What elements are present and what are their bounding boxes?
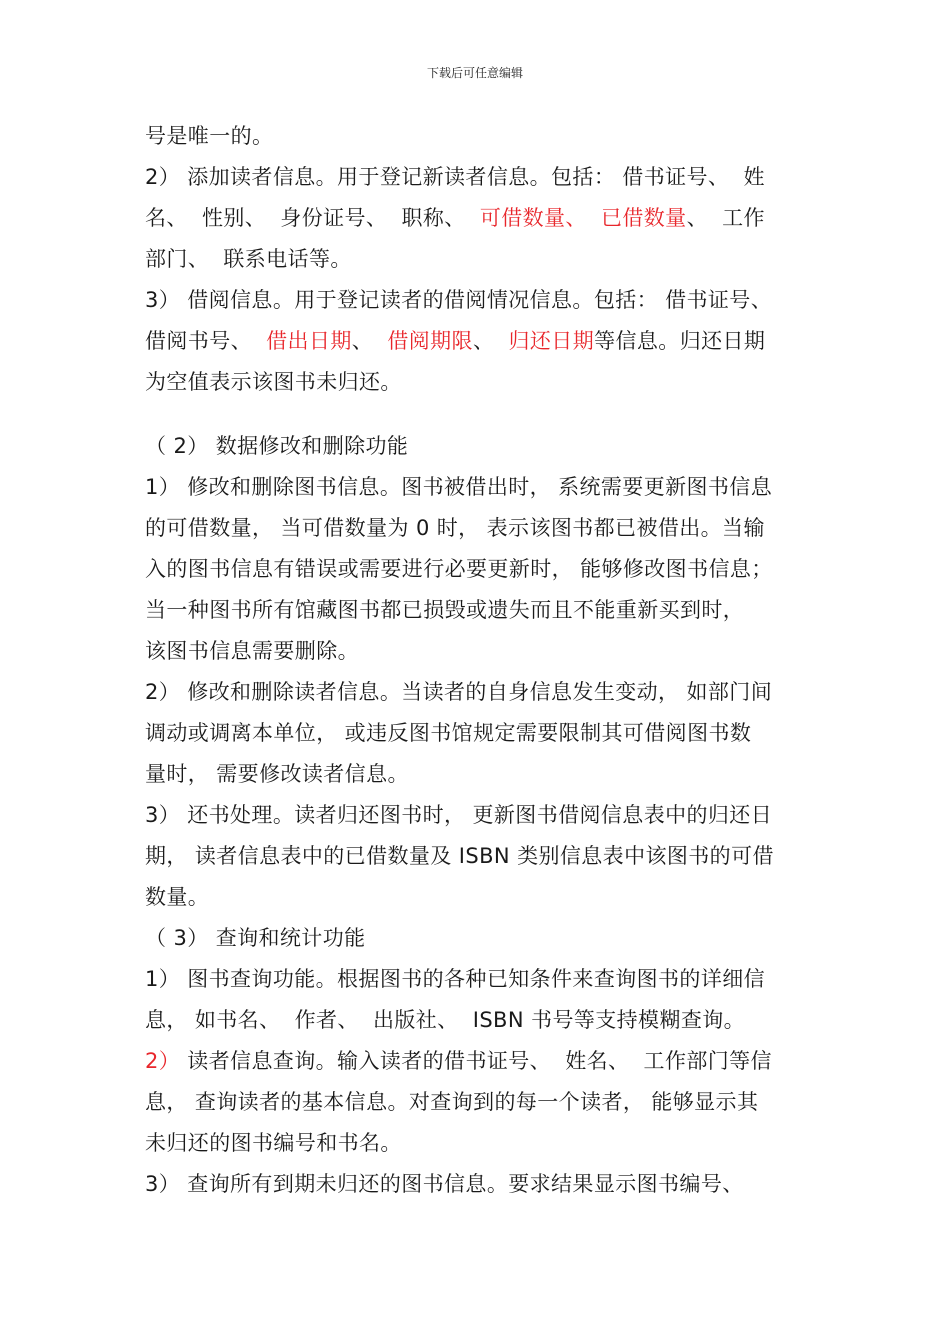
paragraph	[145, 1041, 810, 1164]
text-line	[145, 1041, 810, 1082]
text-segment: 未归还的图书编号和书名。	[145, 1131, 402, 1155]
text-line	[145, 508, 810, 549]
paragraph	[145, 280, 810, 403]
text-segment: 3） 还书处理。读者归还图书时， 更新图书借阅信息表中的归还日	[145, 803, 773, 827]
text-segment: 读者信息查询。输入读者的借书证号、 姓名、 工作部门等信	[180, 1049, 772, 1073]
text-line	[145, 631, 810, 672]
text-segment: 量时， 需要修改读者信息。	[145, 762, 409, 786]
paragraph	[145, 795, 810, 918]
text-line	[145, 1000, 810, 1041]
text-segment: 息， 如书名、 作者、 出版社、 ISBN 书号等支持模糊查询。	[145, 1008, 746, 1032]
highlighted-term: 归还日期	[508, 329, 595, 353]
text-segment: 2） 添加读者信息。用于登记新读者信息。包括： 借书证号、 姓	[145, 165, 765, 189]
paragraph-spacer	[145, 403, 810, 426]
text-segment	[587, 206, 601, 230]
text-line	[145, 590, 810, 631]
highlighted-term: 2）	[145, 1049, 181, 1073]
text-line	[145, 672, 810, 713]
text-segment: 借阅书号、	[145, 329, 267, 353]
text-line	[145, 1082, 810, 1123]
text-line	[145, 959, 810, 1000]
text-line	[145, 836, 810, 877]
highlighted-term: 借阅期限	[387, 329, 473, 353]
text-line	[145, 362, 810, 403]
text-segment: 数量。	[145, 885, 210, 909]
text-line	[145, 1123, 810, 1164]
text-line	[145, 713, 810, 754]
text-segment: 、	[351, 329, 388, 353]
page-header: 下载后可任意编辑	[426, 66, 523, 80]
highlighted-term: 可借数量、	[479, 206, 587, 230]
text-segment: 部门、 联系电话等。	[145, 247, 352, 271]
text-segment: 该图书信息需要删除。	[145, 639, 359, 663]
paragraph	[145, 959, 810, 1041]
paragraph	[145, 426, 810, 467]
text-line	[145, 877, 810, 918]
highlighted-term: 已借数量	[600, 206, 687, 230]
paragraph	[145, 157, 810, 280]
text-segment: 1） 修改和删除图书信息。图书被借出时， 系统需要更新图书信息	[145, 475, 773, 499]
text-line	[145, 795, 810, 836]
document-body	[145, 116, 810, 1205]
text-segment: 、 工作	[686, 206, 765, 230]
text-line	[145, 198, 810, 239]
text-line	[145, 321, 810, 362]
text-segment: 号是唯一的。	[145, 124, 274, 148]
text-segment: 、	[472, 329, 509, 353]
text-segment: 期， 读者信息表中的已借数量及 ISBN 类别信息表中该图书的可借	[145, 844, 774, 868]
text-line	[145, 116, 810, 157]
text-segment: 的可借数量， 当可借数量为 0 时， 表示该图书都已被借出。当输	[145, 516, 765, 540]
paragraph	[145, 116, 810, 157]
paragraph	[145, 1164, 810, 1205]
text-line	[145, 1164, 810, 1205]
text-segment: 调动或调离本单位， 或违反图书馆规定需要限制其可借阅图书数	[145, 721, 752, 745]
text-segment: 1） 图书查询功能。根据图书的各种已知条件来查询图书的详细信	[145, 967, 766, 991]
paragraph	[145, 467, 810, 672]
text-segment: 为空值表示该图书未归还。	[145, 370, 402, 394]
text-line	[145, 426, 810, 467]
text-segment: 入的图书信息有错误或需要进行必要更新时， 能够修改图书信息；	[145, 557, 773, 581]
text-line	[145, 239, 810, 280]
text-segment: （ 3） 查询和统计功能	[145, 926, 366, 950]
text-line	[145, 549, 810, 590]
text-line	[145, 157, 810, 198]
text-segment: （ 2） 数据修改和删除功能	[145, 434, 409, 458]
text-segment: 名、 性别、 身份证号、 职称、	[145, 206, 480, 230]
text-line	[145, 467, 810, 508]
text-line	[145, 918, 810, 959]
text-line	[145, 754, 810, 795]
paragraph	[145, 672, 810, 795]
text-segment: 当一种图书所有馆藏图书都已损毁或遗失而且不能重新买到时，	[145, 598, 745, 622]
text-segment: 3） 借阅信息。用于登记读者的借阅情况信息。包括： 借书证号、	[145, 288, 773, 312]
text-segment: 2） 修改和删除读者信息。当读者的自身信息发生变动， 如部门间	[145, 680, 773, 704]
text-segment: 3） 查询所有到期未归还的图书信息。要求结果显示图书编号、	[145, 1172, 744, 1196]
paragraph	[145, 918, 810, 959]
text-line	[145, 280, 810, 321]
text-segment: 等信息。归还日期	[594, 329, 766, 353]
text-segment: 息， 查询读者的基本信息。对查询到的每一个读者， 能够显示其	[145, 1090, 759, 1114]
highlighted-term: 借出日期	[266, 329, 352, 353]
